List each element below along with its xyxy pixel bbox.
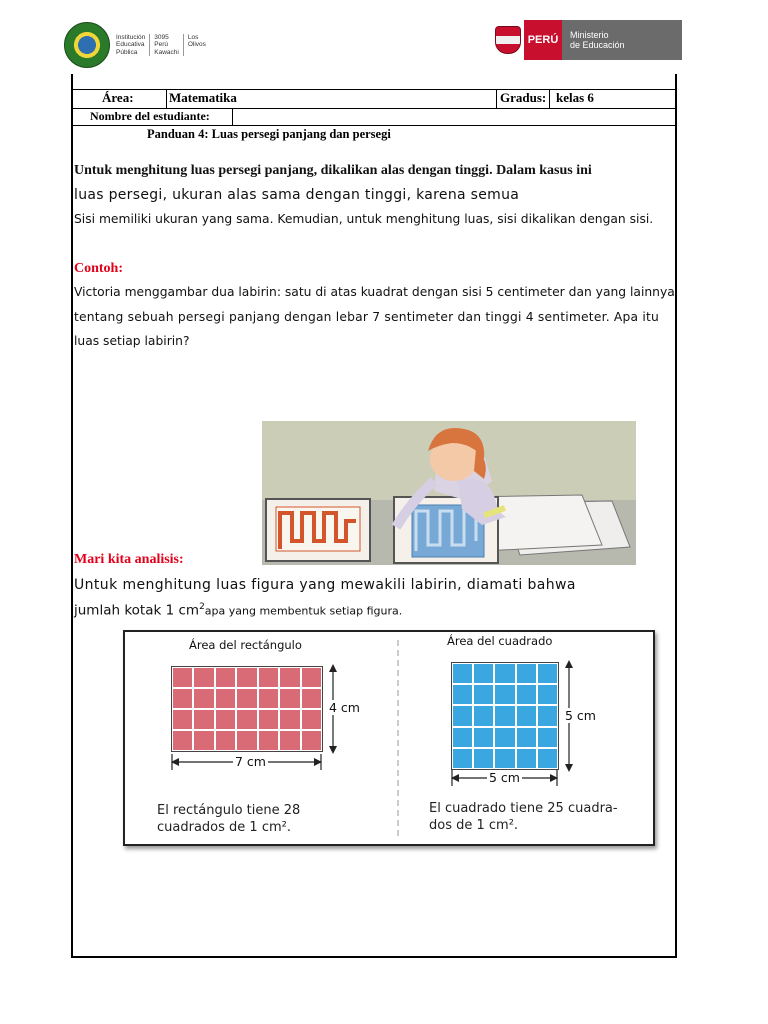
school-line1: Institución [116, 33, 146, 41]
example-heading: Contoh: [74, 261, 124, 276]
peru-label: PERÚ [524, 20, 562, 60]
square-unit-square [516, 748, 537, 769]
frame-left-border [71, 74, 73, 958]
area-value[interactable]: Matematika [169, 90, 237, 105]
rectangle-caption: El rectángulo tiene 28 cuadrados de 1 cm². [157, 803, 301, 835]
rectangle-width-label: 7 cm [235, 754, 266, 769]
example-line-3: luas setiap labirin? [74, 334, 190, 348]
rectangle-unit-square [193, 688, 214, 709]
intro-line-3: Sisi memiliki ukuran yang sama. Kemudian, untuk menghitung luas, sisi dikalikan dengan sisi. [74, 212, 654, 226]
rectangle-unit-square [301, 688, 322, 709]
analysis-line-2: jumlah kotak 1 $cm^2apa$ yang membentuk setiap figura. [74, 602, 403, 619]
square-unit-square [516, 663, 537, 684]
rectangle-unit-square [193, 667, 214, 688]
rectangle-unit-square [215, 730, 236, 751]
square-unit-square [473, 727, 494, 748]
square-unit-square [452, 748, 473, 769]
rectangle-unit-square [258, 709, 279, 730]
rectangle-unit-square [236, 688, 257, 709]
square-unit-square [494, 705, 515, 726]
rectangle-unit-square [193, 709, 214, 730]
example-line-1: Victoria menggambar dua labirin: satu di atas kuadrat dengan sisi 5 centimeter dan yang lainnya [74, 285, 675, 299]
area-label: Área: [102, 90, 134, 105]
square-unit-square [516, 705, 537, 726]
rectangle-height-label: 4 cm [329, 700, 360, 715]
form-row-divider-2 [73, 125, 675, 126]
square-unit-square [516, 727, 537, 748]
square-unit-square [516, 684, 537, 705]
square-title: Área del cuadrado [447, 634, 553, 648]
square-unit-square [473, 705, 494, 726]
coat-of-arms-icon [495, 26, 521, 54]
rectangle-unit-square [258, 688, 279, 709]
square-unit-square [537, 684, 558, 705]
student-name-label: Nombre del estudiante: [90, 109, 210, 123]
rectangle-unit-square [236, 730, 257, 751]
rectangle-title: Área del rectángulo [189, 638, 302, 652]
square-unit-square [452, 727, 473, 748]
school-seal-icon [64, 22, 110, 68]
rectangle-unit-square [279, 730, 300, 751]
analysis-line-1: Untuk menghitung luas figura yang mewakili labirin, diamati bahwa [74, 577, 576, 593]
square-unit-square [537, 727, 558, 748]
square-unit-square [473, 684, 494, 705]
intro-line-1: Untuk menghitung luas persegi panjang, dikalikan alas dengan tinggi. Dalam kasus ini [74, 163, 592, 178]
square-unit-square [494, 748, 515, 769]
ministry-line2: de Educación [570, 40, 625, 50]
school-loc2: Olivos [187, 41, 206, 49]
square-unit-square [452, 705, 473, 726]
rectangle-unit-square [215, 667, 236, 688]
grade-label: Gradus: [500, 90, 547, 105]
example-line-2: tentang sebuah persegi panjang dengan lebar 7 sentimeter dan tinggi 4 sentimeter. Apa itu [74, 310, 660, 324]
ministry-line1: Ministerio [570, 30, 609, 40]
square-unit-square [473, 748, 494, 769]
square-height-label: 5 cm [565, 708, 596, 723]
rectangle-unit-square [301, 730, 322, 751]
rectangle-unit-square [236, 709, 257, 730]
guide-title: Panduan 4: Luas persegi panjang dan persegi [147, 127, 391, 141]
square-caption: El cuadrado tiene 25 cuadra- dos de 1 cm². [429, 801, 618, 833]
rectangle-unit-square [215, 688, 236, 709]
rectangle-unit-square [258, 667, 279, 688]
rectangle-unit-square [258, 730, 279, 751]
rectangle-unit-square [172, 709, 193, 730]
intro-line-2: luas persegi, ukuran alas sama dengan tinggi, karena semua [74, 187, 520, 203]
rectangle-unit-square [172, 667, 193, 688]
frame-right-border [675, 74, 677, 958]
square-unit-square [494, 684, 515, 705]
square-unit-square [537, 705, 558, 726]
school-number: 3095 [154, 33, 169, 41]
school-place2: Kawachi [154, 48, 179, 56]
rectangle-unit-square [172, 688, 193, 709]
frame-bottom-border [71, 956, 677, 958]
square-grid [451, 662, 559, 770]
square-unit-square [452, 663, 473, 684]
school-line2: Educativa [116, 41, 145, 49]
square-unit-square [537, 663, 558, 684]
school-loc1: Los [187, 33, 199, 41]
rectangle-unit-square [236, 667, 257, 688]
rectangle-unit-square [279, 688, 300, 709]
rectangle-unit-square [301, 667, 322, 688]
school-logo [64, 22, 220, 68]
student-name-field[interactable] [236, 109, 672, 124]
square-width-label: 5 cm [489, 770, 520, 785]
rectangle-unit-square [193, 730, 214, 751]
rectangle-grid [171, 666, 323, 752]
girl-drawing-maze-illustration [262, 421, 636, 565]
square-unit-square [473, 663, 494, 684]
analysis-heading: Mari kita analisis: [74, 552, 184, 567]
panel-divider [397, 640, 399, 836]
square-unit-square [452, 684, 473, 705]
rectangle-unit-square [172, 730, 193, 751]
square-unit-square [494, 663, 515, 684]
square-unit-square [537, 748, 558, 769]
ministry-logo [492, 20, 682, 60]
rectangle-unit-square [215, 709, 236, 730]
rectangle-unit-square [279, 667, 300, 688]
square-unit-square [494, 727, 515, 748]
school-place1: Perú [154, 41, 169, 49]
rectangle-unit-square [301, 709, 322, 730]
school-line3: Pública [116, 48, 138, 56]
area-figures-panel [123, 630, 655, 846]
grade-value[interactable]: kelas 6 [556, 90, 594, 105]
rectangle-unit-square [279, 709, 300, 730]
